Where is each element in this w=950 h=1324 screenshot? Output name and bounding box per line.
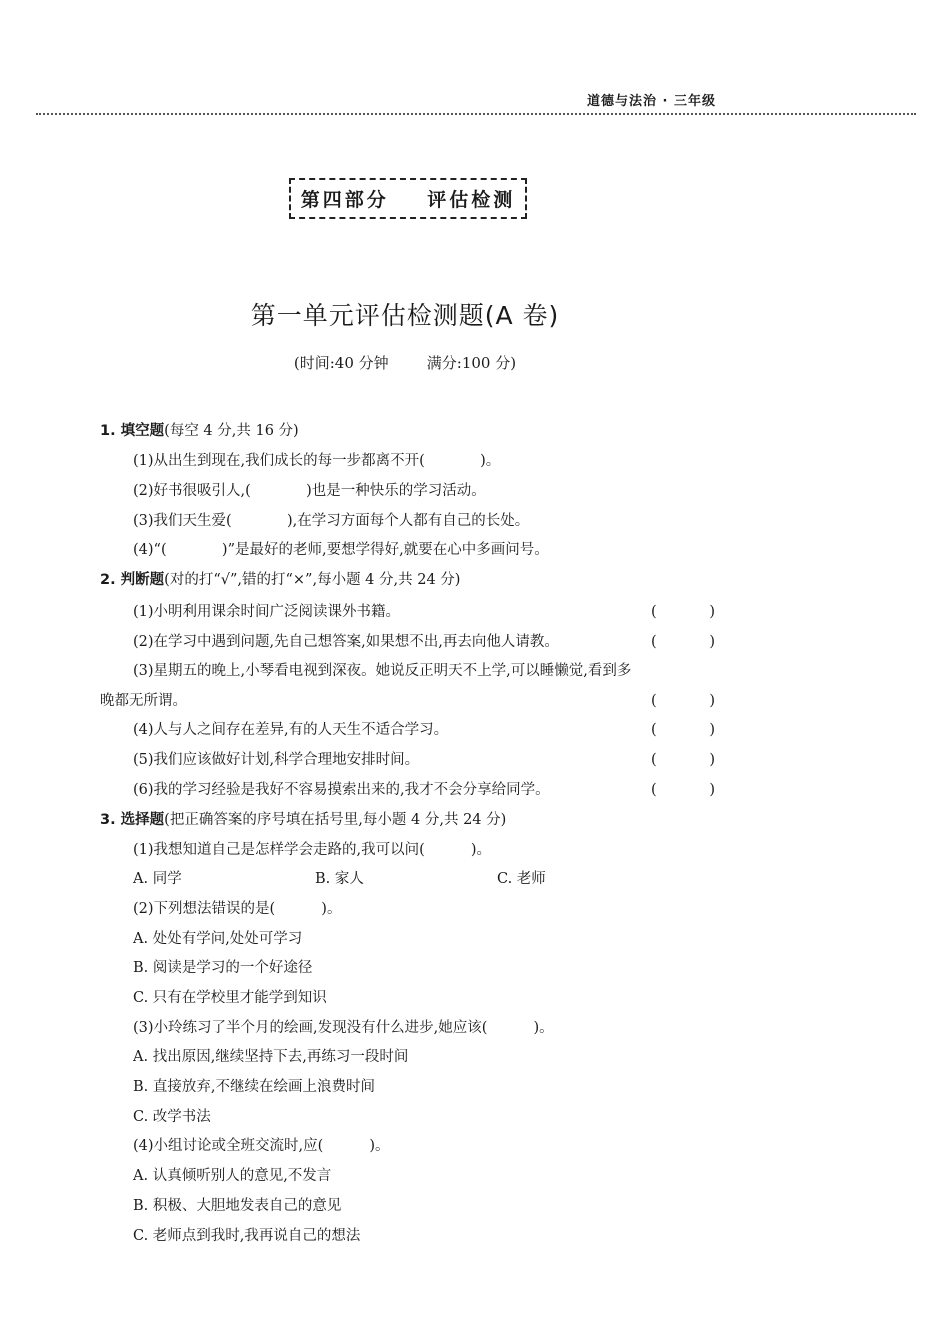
answer-paren: ( ) <box>651 752 715 768</box>
q1-number: 1. 填空题 <box>100 423 165 439</box>
q3-4-stem: (4)小组讨论或全班交流时,应( )。 <box>133 1138 390 1154</box>
q2-note: (对的打“√”,错的打“×”,每小题 4 分,共 24 分) <box>164 572 461 588</box>
header-divider <box>36 113 916 115</box>
exam-meta: (时间:40 分钟 满分:100 分) <box>293 354 517 372</box>
q3-3-stem: (3)小玲练习了半个月的绘画,发现没有什么进步,她应该( )。 <box>133 1020 554 1036</box>
q3-1-option-c: C. 老师 <box>497 871 546 887</box>
q3-3-option-a: A. 找出原因,继续坚持下去,再练习一段时间 <box>133 1049 409 1065</box>
q3-1-option-a: A. 同学 <box>133 871 182 887</box>
q1-item-4: (4)“( )”是最好的老师,要想学得好,就要在心中多画问号。 <box>133 542 549 558</box>
q2-item-6: (6)我的学习经验是我好不容易摸索出来的,我才不会分享给同学。 <box>133 782 550 798</box>
q3-1-stem: (1)我想知道自己是怎样学会走路的,我可以问( )。 <box>133 842 492 858</box>
q1-note: (每空 4 分,共 16 分) <box>164 423 299 439</box>
q3-heading <box>100 810 506 830</box>
q2-number: 2. 判断题 <box>100 572 165 588</box>
section-title: 第四部分 评估检测 <box>300 189 516 211</box>
q3-2-option-c: C. 只有在学校里才能学到知识 <box>133 990 327 1006</box>
q2-item-2: (2)在学习中遇到问题,先自己想答案,如果想不出,再去向他人请教。 <box>133 634 559 650</box>
q3-2-option-b: B. 阅读是学习的一个好途径 <box>133 960 313 976</box>
q2-heading <box>100 570 460 590</box>
q3-4-option-a: A. 认真倾听别人的意见,不发言 <box>133 1168 332 1184</box>
q3-2-stem: (2)下列想法错误的是( )。 <box>133 901 342 917</box>
q2-item-3: (3)星期五的晚上,小琴看电视到深夜。她说反正明天不上学,可以睡懒觉,看到多 <box>133 663 632 679</box>
q2-item-3-continued: 晚都无所谓。 <box>100 693 187 709</box>
answer-paren: ( ) <box>651 722 715 738</box>
q1-heading <box>100 421 299 441</box>
q3-number: 3. 选择题 <box>100 812 165 828</box>
answer-paren: ( ) <box>651 604 715 620</box>
answer-paren: ( ) <box>651 693 715 709</box>
section-title-box <box>289 178 527 219</box>
q3-4-option-c: C. 老师点到我时,我再说自己的想法 <box>133 1228 361 1244</box>
exam-title: 第一单元评估检测题(A 卷) <box>250 301 560 330</box>
q1-item-1: (1)从出生到现在,我们成长的每一步都离不开( )。 <box>133 453 501 469</box>
q2-item-1: (1)小明利用课余时间广泛阅读课外书籍。 <box>133 604 401 620</box>
q1-item-2: (2)好书很吸引人,( )也是一种快乐的学习活动。 <box>133 483 486 499</box>
q3-1-option-b: B. 家人 <box>315 871 364 887</box>
q3-note: (把正确答案的序号填在括号里,每小题 4 分,共 24 分) <box>164 812 507 828</box>
answer-paren: ( ) <box>651 782 715 798</box>
q1-item-3: (3)我们天生爱( ),在学习方面每个人都有自己的长处。 <box>133 513 530 529</box>
answer-paren: ( ) <box>651 634 715 650</box>
q2-item-5: (5)我们应该做好计划,科学合理地安排时间。 <box>133 752 420 768</box>
q2-item-4: (4)人与人之间存在差异,有的人天生不适合学习。 <box>133 722 449 738</box>
header-subject: 道德与法治 · 三年级 <box>587 94 716 109</box>
q3-4-option-b: B. 积极、大胆地发表自己的意见 <box>133 1198 342 1214</box>
q3-3-option-b: B. 直接放弃,不继续在绘画上浪费时间 <box>133 1079 375 1095</box>
q3-2-option-a: A. 处处有学问,处处可学习 <box>133 931 303 947</box>
q3-3-option-c: C. 改学书法 <box>133 1109 211 1125</box>
